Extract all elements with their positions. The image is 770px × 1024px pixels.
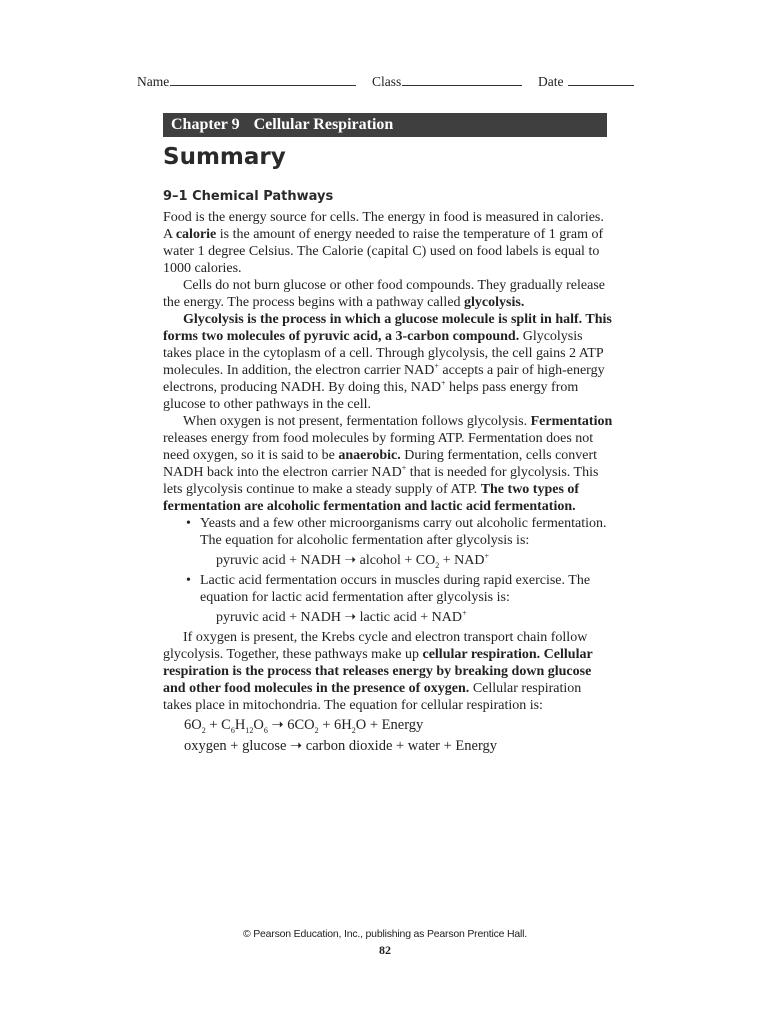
class-blank: [402, 72, 522, 86]
equation: pyruvic acid + NADH ➝ lactic acid + NAD+: [216, 608, 467, 625]
date-field: [538, 72, 634, 90]
chapter-bar: [163, 113, 607, 137]
paragraph: Glycolysis is the process in which a glucose molecule is split in half. This forms two molecules of pyruvic acid, a 3-carbon compound. Glycolysis takes place in the cytoplasm of a cell. Through glycolysis, the cell gains 2 ATP molecules. In addition, the electron carrier NAD+ accepts a pair of high-energy electrons, producing NADH. By doing this, NAD+ helps pass energy from glucose to other pathways in the cell.: [163, 312, 612, 412]
chapter-title: Cellular Respiration: [253, 116, 394, 133]
page-title: Summary: [163, 144, 286, 170]
name-blank: [170, 72, 356, 86]
list-item: • Lactic acid fermentation occurs in muscles during rapid exercise. The equation for lactic acid fermentation after glycolysis is:: [186, 573, 591, 605]
name-field: [137, 72, 356, 90]
equation: pyruvic acid + NADH ➝ alcohol + $CO_2 + NAD^+$: [216, 551, 489, 570]
class-field: [372, 72, 522, 90]
equation: $6O_2 + C_6H_{12}O_6$ ➝ $6CO_2 + 6H_2O$ + Energy: [184, 717, 424, 735]
paragraph: When oxygen is not present, fermentation follows glycolysis. Fermentation releases energy from food molecules by forming ATP. Fermentation does not need oxygen, so it is said to be anaerobic. During fermentation, cells convert NADH back into the electron carrier NAD+ that is needed for glycolysis. This lets glycolysis continue to make a steady supply of ATP. The two types of fermentation are alcoholic fermentation and lactic acid fermentation.: [163, 414, 613, 514]
body-text: [163, 209, 613, 755]
copyright: © Pearson Education, Inc., publishing as Pearson Prentice Hall.: [242, 928, 528, 940]
date-blank: [568, 72, 634, 86]
page-number: 82: [379, 943, 391, 957]
paragraph: If oxygen is present, the Krebs cycle and electron transport chain follow glycolysis. Together, these pathways make up cellular respiration. Cellular respiration is the process that releases energy by breaking down glucose and other food molecules in the presence of oxygen. Cellular respiration takes place in mitochondria. The equation for cellular respiration is:: [163, 630, 593, 713]
name-label: Name: [137, 74, 170, 89]
section-title: 9–1 Chemical Pathways: [163, 189, 334, 204]
paragraph: Cells do not burn glucose or other food compounds. They gradually release the energy. The process begins with a pathway called glycolysis.: [163, 278, 605, 310]
list-item: • Yeasts and a few other microorganisms carry out alcoholic fermentation. The equation for alcoholic fermentation after glycolysis is:: [186, 516, 607, 548]
equation: oxygen + glucose ➝ carbon dioxide + water + Energy: [184, 738, 498, 754]
date-label: Date: [538, 74, 564, 89]
paragraph: Food is the energy source for cells. The energy in food is measured in calories. A calorie is the amount of energy needed to raise the temperature of 1 gram of water 1 degree Celsius. The Calorie (capital C) used on food labels is equal to 1000 calories.: [163, 210, 604, 276]
class-label: Class: [372, 74, 402, 89]
chapter-number: Chapter 9: [171, 116, 240, 133]
